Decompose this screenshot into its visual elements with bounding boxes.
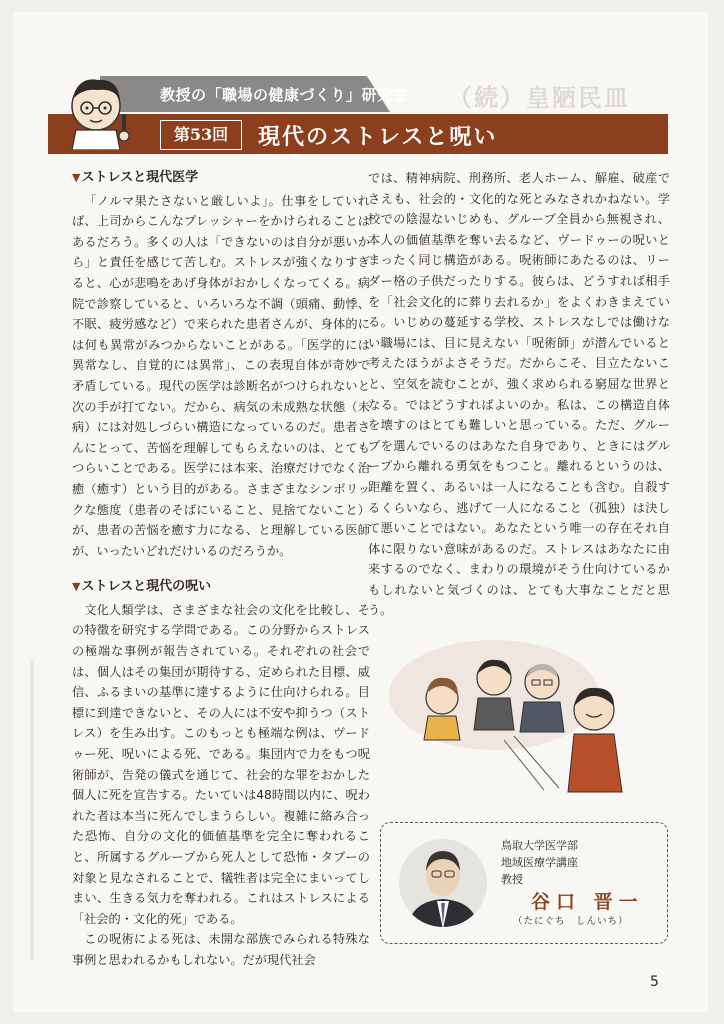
author-affiliation bbox=[501, 837, 578, 888]
section-heading-curse bbox=[72, 577, 370, 598]
author-box bbox=[380, 822, 668, 944]
page-number: 5 bbox=[650, 974, 659, 990]
ghost-heading: （続）皇陋民皿 bbox=[448, 84, 630, 112]
article-title: 現代のストレスと呪い bbox=[258, 124, 498, 150]
right-column bbox=[368, 168, 670, 621]
author-photo bbox=[397, 837, 489, 929]
series-label: 教授の「職場の健康づくり」研究室 bbox=[160, 86, 409, 104]
triangle-bullet-icon: ▼ bbox=[72, 171, 81, 184]
section1-heading: ストレスと現代医学 bbox=[81, 170, 199, 185]
professor-cartoon-icon bbox=[58, 70, 138, 150]
article-header bbox=[48, 70, 668, 156]
triangle-bullet-icon: ▼ bbox=[72, 580, 81, 594]
section1-paragraph: 「ノルマ果たさないと厳しいよ」。仕事をしていれば、上司からこんなプレッシャーをかけられることはあるだろう。多くの人は「できないのは自分が悪いから」と責任を感じて苦しむ。ストレスが強くなりすぎると、心が悲鳴をあげ身体がおかしくなってくる。病院で診察していると、いろいろな不調（頭痛、動悸、不眠、疲労感など）で来られた患者さんが、身体的には何も異常がみつからないことがある。「医学的には異常なし、自覚的には異常」、この表現自体が奇妙で矛盾している。現代の医学は診断名がつけられないと次の手が打てない。だから、病気の未成熟な状態（未病）には対処しづらい構造になっているのだ。患者さんにとって、苦悩を理解してもらえないのは、とてもつらいことである。医学には本来、治療だけでなく治癒（癒す）という目的がある。さまざまなシンボリックな態度（患者のそばにいること、見捨てないこと）が、患者の苦悩を癒す力になる、と理解している医師が、いったいどれだけいるのだろうか。 bbox=[72, 193, 370, 558]
section2-heading: ストレスと現代の呪い bbox=[81, 579, 212, 595]
affiliation-line-3: 教授 bbox=[501, 873, 523, 886]
section2-paragraph-1: 文化人類学は、さまざまな社会の文化を比較し、その特徴を研究する学問である。この分野からストレスの極端な事例が報告されている。それぞれの社会では、個人はその集団が期待する、定められた目標、威信、ふるまいの基準に達するように仕向けられる。目標に到達できないと、その人には不安や抑うつ（ストレス）を生み出す。このもっとも極端な例は、ヴードゥー死、呪いによる死、である。集団内で力をもつ呪術師が、告発の儀式を通じて、社会的な罪をおかした個人に死を宣告する。たいていは48時間以内に、呪われた者は本当に死んでしまうらしい。複雑に絡み合った恐怖、自分の文化的価値基準を完全に奪われること、所属するグループから死人として恐怖・タブーの対象と見なされることで、犠牲者は完全にまいってしまい、生きる気力を奪われる。これはストレスによる「社会的・文化的死」である。 bbox=[72, 602, 370, 926]
affiliation-line-1: 鳥取大学医学部 bbox=[501, 839, 578, 852]
left-column bbox=[72, 168, 370, 971]
binding-mark bbox=[30, 660, 34, 960]
stressed-people-illustration bbox=[384, 620, 644, 800]
section2-paragraph-2: この呪術による死は、未開な部族でみられる特殊な事例と思われるかもしれない。だが現代社会 bbox=[72, 932, 370, 967]
author-name: 谷口 晋一 bbox=[531, 891, 644, 913]
right-paragraph: では、精神病院、刑務所、老人ホーム、解雇、破産でさえも、社会的・文化的な死とみなされかねない。学校での陰湿ないじめも、グループ全員から無視され、本人の価値基準を奪い去るなど、ヴードゥーの呪いとまったく同じ構造がある。呪術師にあたるのは、リーダー格の子供だったりする。彼らは、どうすれば相手を「社会文化的に葬り去れるか」をよくわきまえている。いじめの蔓延する学校、ストレスなしでは働けない職場には、目に見えない「呪術師」が潜んでいると考えたほうがよさそうだ。だからこそ、目立たないこと、空気を読むことが、強く求められる窮屈な世界となる。ではどうすればよいのか。私は、この構造自体を壊すのはとても難しいと思っている。ただ、グループを選んでいるのはあなた自身であり、ときにはグループから離れる勇気をもつこと。離れるというのは、距離を置く、あるいは一人になることも含む。自殺するくらいなら、逃げて一人になること（孤独）は決して悪いことではない。あなたという唯一の存在それ自体に限りない意味があるのだ。ストレスはあなたに由来するのでなく、まわりの環境がそう仕向けているかもしれないと気づくのは、とても大事なことだと思う。 bbox=[368, 171, 670, 618]
issue-number: 第53回 bbox=[160, 120, 242, 150]
affiliation-line-2: 地域医療学講座 bbox=[501, 856, 578, 869]
section-heading-medicine bbox=[72, 168, 370, 189]
author-name-kana: （たにぐち しんいち） bbox=[513, 916, 629, 927]
